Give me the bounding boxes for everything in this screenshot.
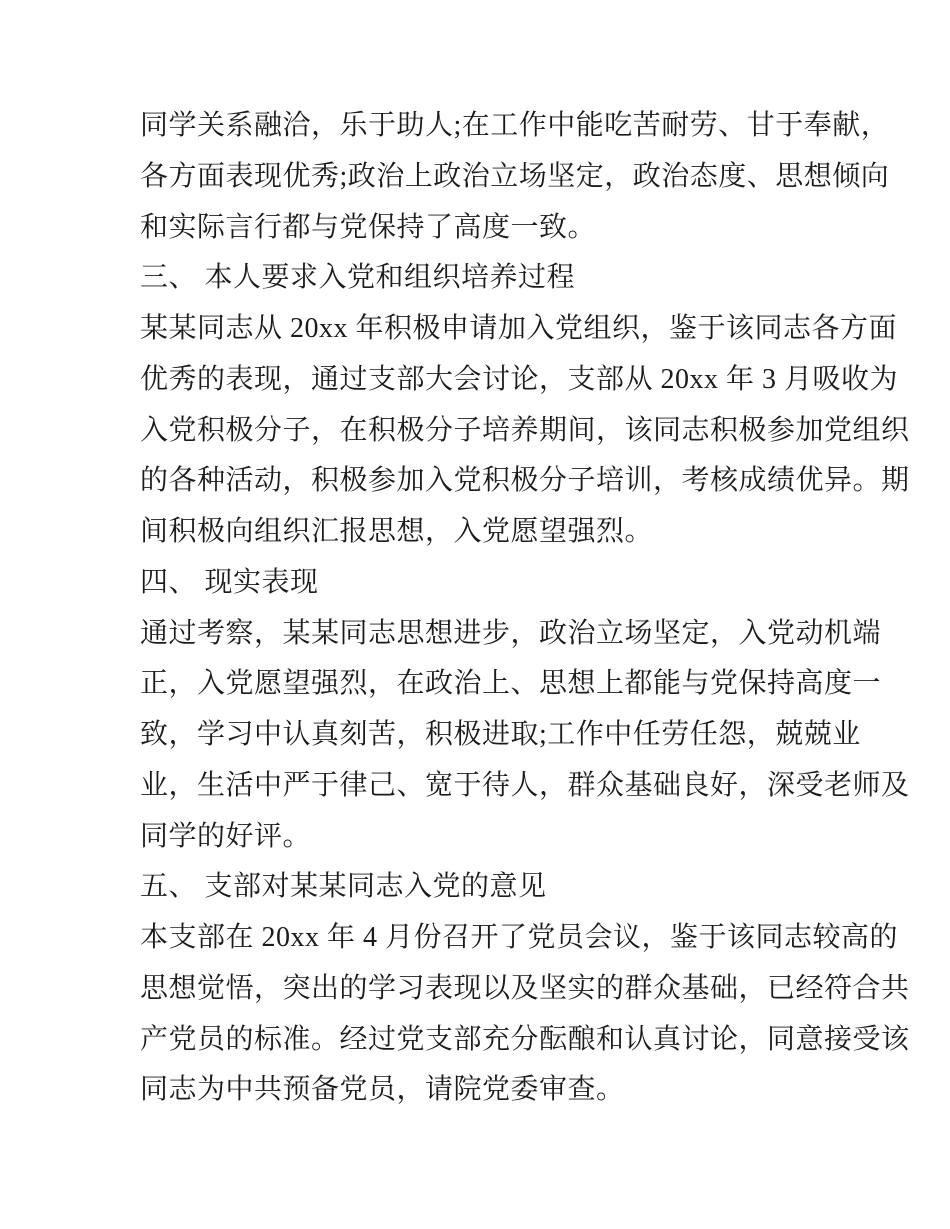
text-line: 优秀的表现，通过支部大会讨论，支部从 20xx 年 3 月吸收为 — [140, 363, 899, 395]
text-line: 同志为中共预备党员，请院党委审查。 — [140, 1074, 625, 1106]
text-line: 某某同志从 20xx 年积极申请加入党组织，鉴于该同志各方面 — [140, 313, 898, 344]
section-heading-4: 四、 现实表现 — [140, 566, 319, 598]
section-heading-5: 五、 支部对某某同志入党的意见 — [140, 871, 547, 903]
text-line: 同学的好评。 — [140, 820, 312, 852]
text-line: 致，学习中认真刻苦，积极进取;工作中任劳任怨，兢兢业 — [140, 719, 861, 750]
document-body — [140, 101, 910, 1116]
text-line: 入党积极分子，在积极分子培养期间，该同志积极参加党组织 — [140, 414, 910, 446]
text-line: 业，生活中严于律己、宽于待人，群众基础良好，深受老师及 — [140, 769, 910, 801]
text-line: 产党员的标准。经过党支部充分酝酿和认真讨论，同意接受该 — [140, 1023, 910, 1055]
text-line: 的各种活动，积极参加入党积极分子培训，考核成绩优异。期 — [140, 465, 910, 497]
text-line: 同学关系融洽，乐于助人;在工作中能吃苦耐劳、甘于奉献， — [140, 110, 890, 141]
text-line: 本支部在 20xx 年 4 月份召开了党员会议，鉴于该同志较高的 — [140, 922, 899, 953]
text-line: 思想觉悟，突出的学习表现以及坚实的群众基础，已经符合共 — [140, 972, 910, 1004]
section-heading-3: 三、 本人要求入党和组织培养过程 — [140, 262, 576, 294]
text-line: 和实际言行都与党保持了高度一致。 — [140, 211, 597, 243]
text-line: 正，入党愿望强烈，在政治上、思想上都能与党保持高度一 — [140, 668, 882, 700]
text-line: 通过考察，某某同志思想进步，政治立场坚定，入党动机端 — [140, 617, 882, 649]
text-line: 间积极向组织汇报思想，入党愿望强烈。 — [140, 516, 654, 547]
text-line: 各方面表现优秀;政治上政治立场坚定，政治态度、思想倾向 — [140, 160, 890, 192]
